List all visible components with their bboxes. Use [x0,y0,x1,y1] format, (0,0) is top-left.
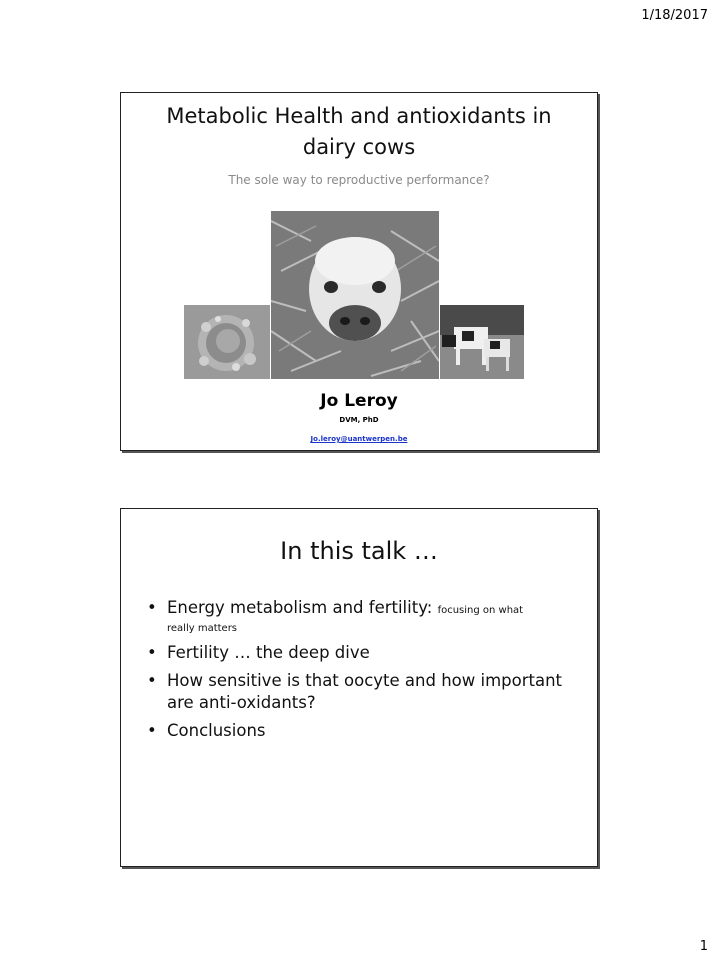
bullet-icon: • [147,721,157,740]
agenda-item-note-cont: really matters [167,623,238,634]
bullet-icon: • [147,598,157,617]
agenda-item-note: focusing on what [437,605,524,616]
bullet-icon: • [147,643,157,662]
agenda-item [145,597,575,636]
agenda-item [145,642,575,664]
agenda-item-text: Fertility … the deep dive [167,643,370,662]
slide-title-line-1: Metabolic Health and antioxidants in [166,104,552,128]
bullet-icon: • [147,671,157,690]
slide-title: In this talk … [280,537,438,565]
agenda-list [145,597,575,748]
oocyte-micrograph-image [184,305,270,379]
title-slide [120,92,598,451]
calf-in-straw-image [271,211,439,379]
agenda-item [145,720,575,742]
slide-subtitle: The sole way to reproductive performance? [228,173,490,187]
agenda-item-text: How sensitive is that oocyte and how important are anti-oxidants? [167,671,563,712]
agenda-item-text: Conclusions [167,721,266,740]
slide-title [121,101,597,163]
agenda-item-text: Energy metabolism and fertility: [167,598,438,617]
page-number: 1 [699,939,708,954]
cows-in-pasture-image [440,305,524,379]
agenda-item [145,670,575,714]
page-date: 1/18/2017 [641,8,708,23]
author-email-link[interactable]: Jo.leroy@uantwerpen.be [310,435,408,443]
author-degree: DVM, PhD [339,416,379,424]
author-name: Jo Leroy [320,391,398,411]
slide-title-line-2: dairy cows [302,135,416,159]
agenda-slide [120,508,598,867]
